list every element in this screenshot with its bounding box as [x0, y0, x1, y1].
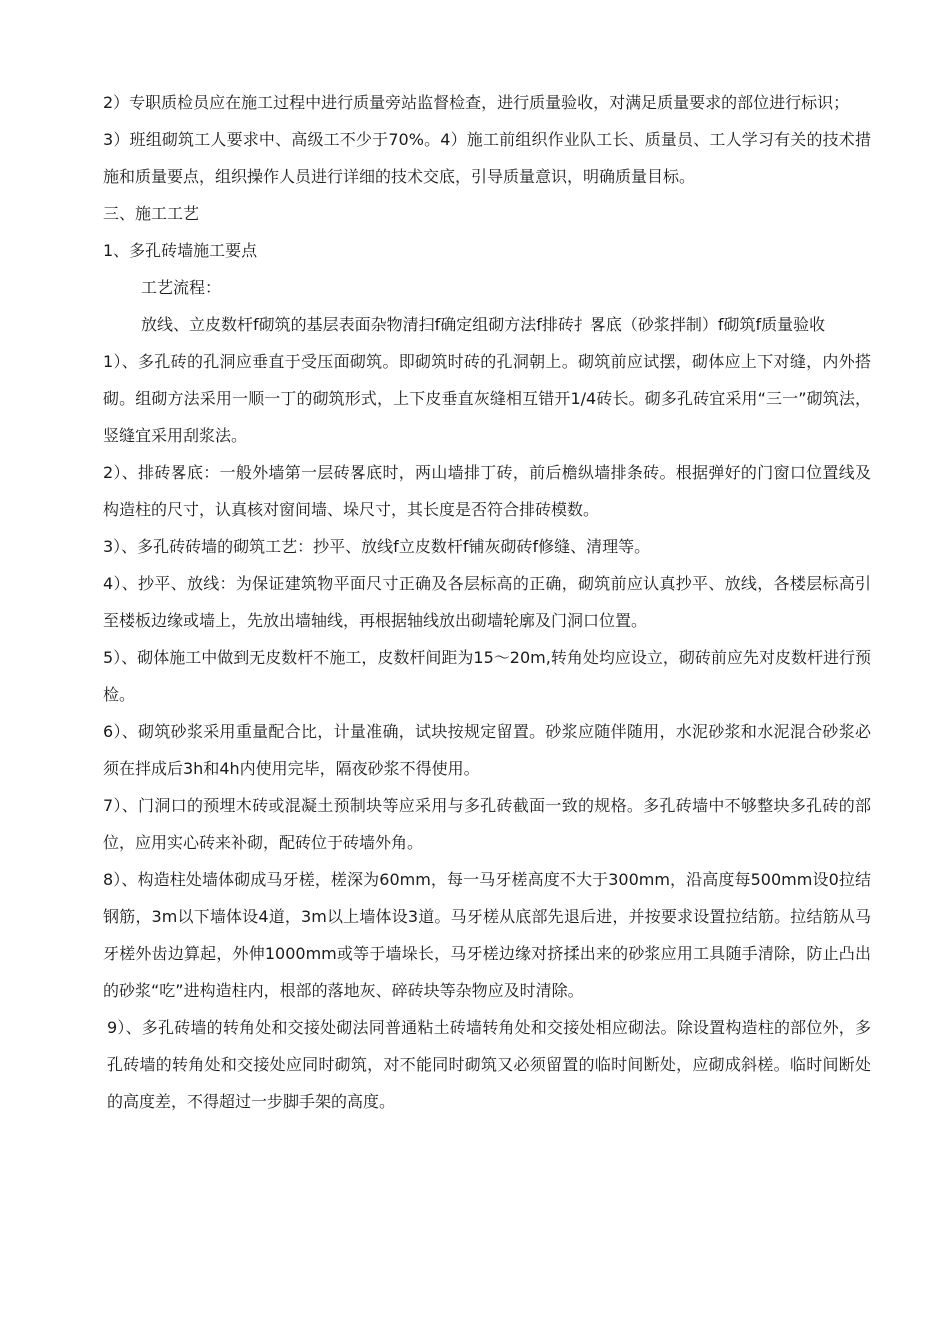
paragraph-item-3: 3）、多孔砖砖墙的砌筑工艺：抄平、放线f立皮数杆f铺灰砌砖f修缝、清理等。	[103, 537, 651, 556]
paragraph-item-8: 8）、构造柱处墙体砌成马牙槎，槎深为60mm，每一马牙槎高度不大于300mm，沿高度每500mm设0拉结钢筋，3m以下墙体设4道，3m以上墙体设3道。马牙槎从底部先退后进，并按要求设置拉结筋。拉结筋从马牙槎外齿边算起，外伸1000mm或等于墙垛长，马牙槎边缘对挤揉出来的砂浆应用工具随手清除，防止凸出的砂浆“吃”进构造柱内，根部的落地灰、碎砖块等杂物应及时清除。	[103, 870, 871, 1000]
paragraph-item-6: 6）、砌筑砂浆采用重量配合比，计量准确，试块按规定留置。砂浆应随伴随用，水泥砂浆和水泥混合砂浆必须在拌成后3h和4h内使用完毕，隔夜砂浆不得使用。	[103, 722, 871, 778]
process-flow-steps: 放线、立皮数杆f砌筑的基层表面杂物清扫f确定组砌方法f排砖扌畧底（砂浆拌制）f砌筑f质量验收	[141, 315, 826, 334]
paragraph-item-5: 5）、砌体施工中做到无皮数杆不施工，皮数杆间距为15〜20m,转角处均应设立，砌砖前应先对皮数杆进行预检。	[103, 648, 871, 704]
section-heading-construction-process: 三、施工工艺	[103, 204, 200, 223]
paragraph-item-1: 1）、多孔砖的孔洞应垂直于受压面砌筑。即砌筑时砖的孔洞朝上。砌筑前应试摆，砌体应上下对缝，内外搭砌。组砌方法采用一顺一丁的砌筑形式，上下皮垂直灰缝相互错开1/4砖长。砌多孔砖宜采用“三一”砌筑法，竖缝宜采用刮浆法。	[103, 352, 871, 445]
paragraph-worker-requirements: 3）班组砌筑工人要求中、高级工不少于70%。4）施工前组织作业队工长、质量员、工人学习有关的技术措施和质量要点，组织操作人员进行详细的技术交底，引导质量意识，明确质量目标。	[103, 130, 871, 186]
paragraph-item-4: 4）、抄平、放线：为保证建筑物平面尺寸正确及各层标高的正确，砌筑前应认真抄平、放线，各楼层标高引至楼板边缘或墙上，先放出墙轴线，再根据轴线放出砌墙轮廓及门洞口位置。	[103, 574, 871, 630]
subsection-heading-porous-brick-wall: 1、多孔砖墙施工要点	[103, 241, 258, 260]
process-flow-label: 工艺流程：	[141, 278, 222, 297]
document-body	[103, 84, 871, 1120]
paragraph-item-7: 7）、门洞口的预埋木砖或混凝土预制块等应采用与多孔砖截面一致的规格。多孔砖墙中不够整块多孔砖的部位，应用实心砖来补砌，配砖位于砖墙外角。	[103, 796, 871, 852]
paragraph-item-2: 2）、排砖畧底：一般外墙第一层砖畧底时，两山墙排丁砖，前后檐纵墙排条砖。根据弹好的门窗口位置线及构造柱的尺寸，认真核对窗间墙、垛尺寸，其长度是否符合排砖模数。	[103, 463, 871, 519]
paragraph-quality-inspector: 2）专职质检员应在施工过程中进行质量旁站监督检查，进行质量验收，对满足质量要求的部位进行标识；	[103, 93, 850, 112]
paragraph-item-9: 9）、多孔砖墙的转角处和交接处砌法同普通粘土砖墙转角处和交接处相应砌法。除设置构造柱的部位外，多孔砖墙的转角处和交接处应同时砌筑，对不能同时砌筑又必须留置的临时间断处，应砌成斜槎。临时间断处的高度差，不得超过一步脚手架的高度。	[107, 1018, 871, 1111]
